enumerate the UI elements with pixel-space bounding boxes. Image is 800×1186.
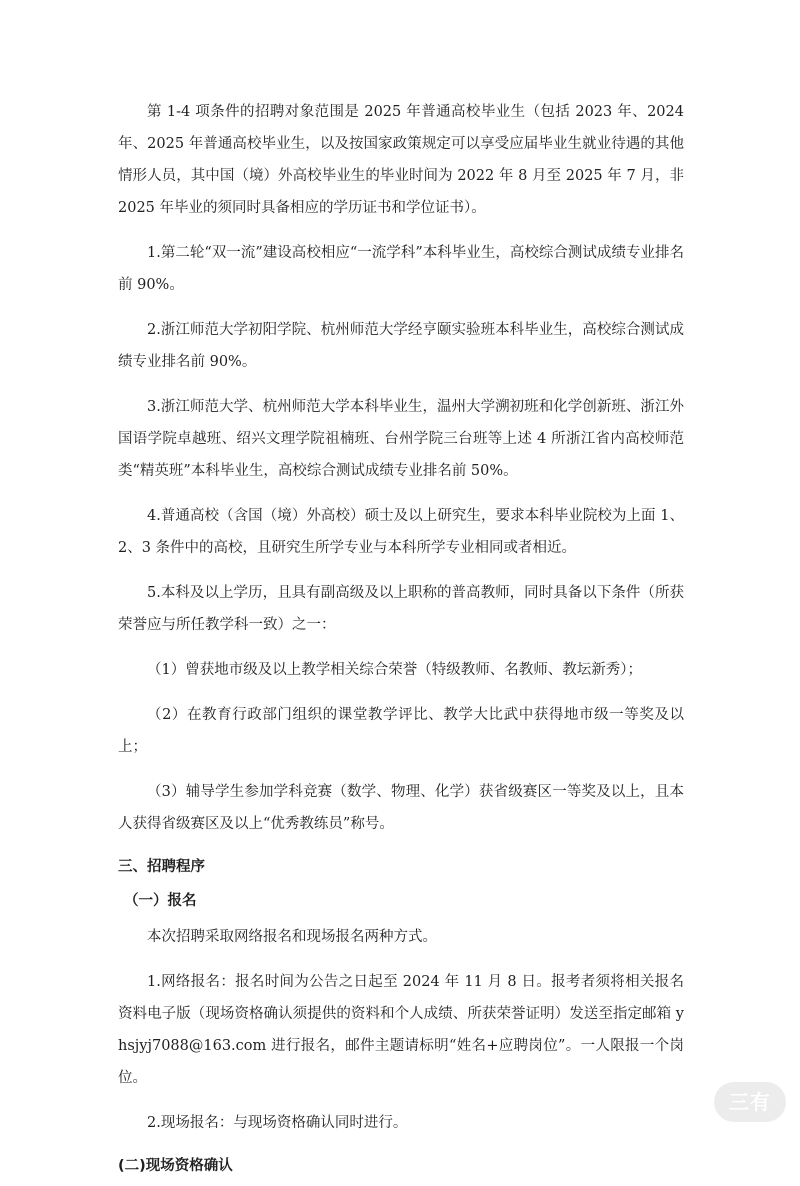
onsite-registration: 2.现场报名：与现场资格确认同时进行。 [147, 1115, 408, 1131]
condition-5: 5.本科及以上学历，且具有副高级及以上职称的普高教师，同时具备以下条件（所获荣誉应与所任教学科一致）之一： [118, 585, 684, 633]
online-registration: 1.网络报名：报名时间为公告之日起至 2024 年 11 月 8 日。报考者须将相关报名资料电子版（现场资格确认须提供的资料和个人成绩、所获荣誉证明）发送至指定邮箱 yhsjyj7088@163.com 进行报名，邮件主题请标明“姓名+应聘岗位”。一人限报一个岗位。 [118, 974, 684, 1086]
registration-intro: 本次招聘采取网络报名和现场报名两种方式。 [147, 929, 437, 945]
condition-4: 4.普通高校（含国（境）外高校）硕士及以上研究生，要求本科毕业院校为上面 1、2、3 条件中的高校，且研究生所学专业与本科所学专业相同或者相近。 [118, 508, 684, 556]
sub-condition-3: （3）辅导学生参加学科竞赛（数学、物理、化学）获省级赛区一等奖及以上，且本人获得省级赛区及以上“优秀教练员”称号。 [118, 784, 684, 832]
intro-paragraph: 第 1-4 项条件的招聘对象范围是 2025 年普通高校毕业生（包括 2023 年、2024 年、2025 年普通高校毕业生，以及按国家政策规定可以享受应届毕业生就业待遇的其他情形人员，其中国（境）外高校毕业生的毕业时间为 2022 年 8 月至 2025 年 7 月，非 2025 年毕业的须同时具备相应的学历证书和学位证书）。 [118, 104, 684, 216]
section-heading-recruitment-procedure: 三、招聘程序 [118, 859, 205, 875]
subsection-heading-registration: （一）报名 [124, 893, 197, 909]
sub-condition-1: （1）曾获地市级及以上教学相关综合荣誉（特级教师、名教师、教坛新秀）； [147, 662, 642, 678]
condition-1: 1.第二轮“双一流”建设高校相应“一流学科”本科毕业生，高校综合测试成绩专业排名前 90%。 [118, 245, 684, 293]
watermark-logo: 三有 [714, 1082, 786, 1122]
condition-3: 3.浙江师范大学、杭州师范大学本科毕业生，温州大学溯初班和化学创新班、浙江外国语学院卓越班、绍兴文理学院祖楠班、台州学院三台班等上述 4 所浙江省内高校师范类“精英班”本科毕业生，高校综合测试成绩专业排名前 50%。 [118, 399, 684, 479]
sub-condition-2: （2）在教育行政部门组织的课堂教学评比、教学大比武中获得地市级一等奖及以上； [118, 707, 684, 755]
condition-2: 2.浙江师范大学初阳学院、杭州师范大学经亨颐实验班本科毕业生，高校综合测试成绩专业排名前 90%。 [118, 322, 684, 370]
document-body [118, 96, 684, 1186]
subsection-heading-onsite-qualification: (二)现场资格确认 [118, 1158, 233, 1174]
